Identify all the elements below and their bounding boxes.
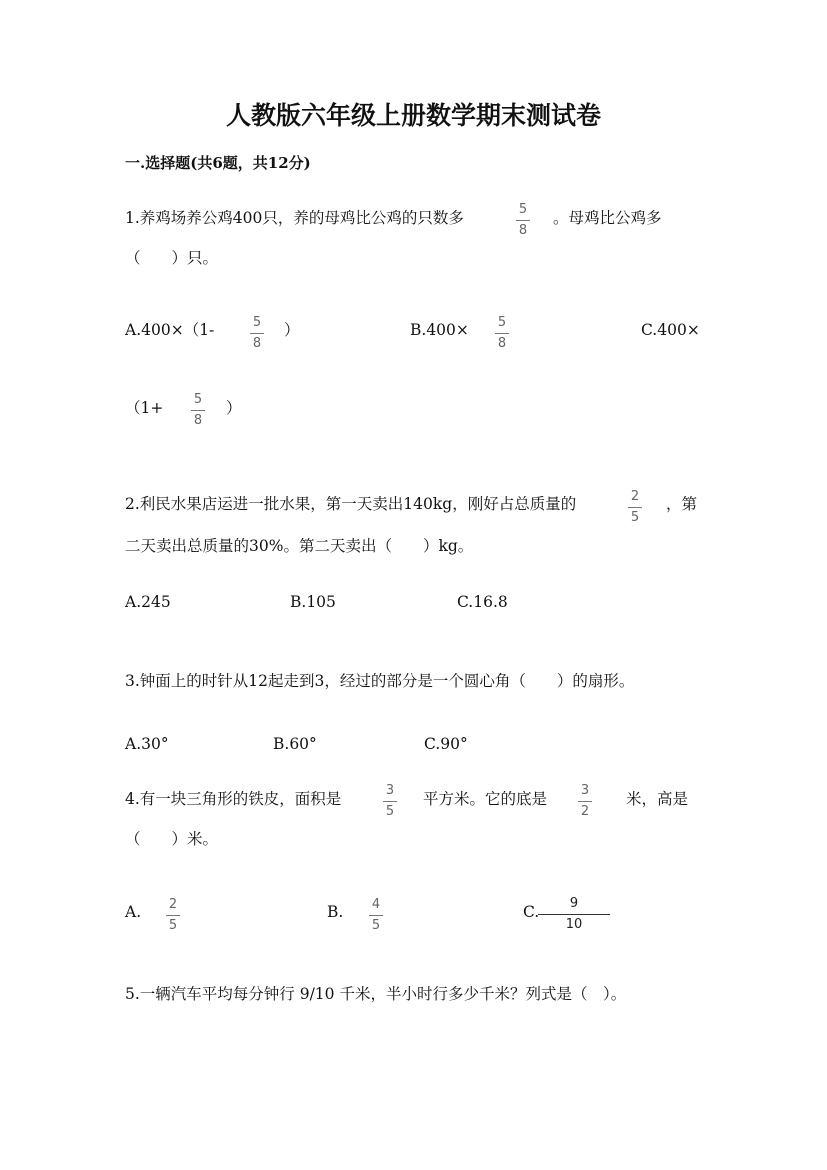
q2-fraction-numerator: 2: [630, 489, 640, 504]
q1-line1: 1.养鸡场养公鸡400只，养的母鸡比公鸡的只数多: [125, 209, 464, 227]
q4-area-fraction: [383, 783, 397, 820]
page-title: 人教版六年级上册数学期末测试卷: [225, 101, 601, 130]
q1-fraction: [516, 202, 530, 239]
q4-option-c-denominator: 10: [565, 917, 583, 932]
q1-option-c-line2-prefix: （1+: [125, 399, 164, 417]
q4-line1-part2: 平方米。它的底是: [423, 790, 548, 808]
section-heading: 一.选择题(共6题，共12分): [125, 154, 311, 172]
q4-option-b-numerator: 4: [371, 897, 381, 912]
q1-fraction-numerator: 5: [518, 202, 528, 217]
q1-option-b-denominator: 8: [497, 336, 507, 351]
q5-line1: 5.一辆汽车平均每分钟行 9/10 千米，半小时行多少千米？列式是（ ）。: [125, 985, 627, 1003]
q4-option-b-label: B.: [327, 903, 344, 921]
q1-line2: （ ）只。: [125, 249, 219, 267]
q1-fraction-denominator: 8: [518, 223, 528, 238]
q4-area-denominator: 5: [385, 804, 395, 819]
q4-option-a-numerator: 2: [168, 897, 178, 912]
q1-option-a-denominator: 8: [252, 336, 262, 351]
q2-option-a: A.245: [125, 593, 171, 611]
q1-option-c-numerator: 5: [193, 392, 203, 407]
q4-base-fraction: [578, 783, 592, 820]
q1-option-c-denominator: 8: [193, 413, 203, 428]
q2-line2: 二天卖出总质量的30%。第二天卖出（ ）kg。: [125, 537, 474, 555]
q4-option-b-fraction: [369, 897, 383, 934]
q2-option-c: C.16.8: [457, 593, 508, 611]
q4-option-c-numerator: 9: [569, 896, 579, 911]
q4-option-a-label: A.: [125, 903, 142, 921]
q4-base-denominator: 2: [580, 804, 590, 819]
q4-line2: （ ）米。: [125, 830, 219, 848]
q2-line1: 2.利民水果店运进一批水果，第一天卖出140kg，刚好占总质量的: [125, 495, 577, 513]
q1-option-c-suffix: ）: [226, 399, 242, 417]
q4-option-a-denominator: 5: [168, 918, 178, 933]
q2-line1-end: ，第: [666, 495, 698, 513]
q3-option-c: C.90°: [424, 735, 468, 753]
q4-option-b-denominator: 5: [371, 918, 381, 933]
q4-base-numerator: 3: [580, 783, 590, 798]
q1-option-a-suffix: ）: [284, 321, 300, 339]
q3-line1: 3.钟面上的时针从12起走到3，经过的部分是一个圆心角（ ）的扇形。: [125, 672, 635, 690]
q4-option-c-label: C.: [523, 903, 540, 921]
q4-option-a-fraction: [166, 897, 180, 934]
q4-line1-part1: 4.有一块三角形的铁皮，面积是: [125, 790, 342, 808]
q1-option-a-numerator: 5: [252, 315, 262, 330]
q1-option-c-fraction: [191, 392, 205, 429]
q3-option-a: A.30°: [125, 735, 169, 753]
q1-option-a-fraction: [250, 315, 264, 352]
q1-option-b-numerator: 5: [497, 315, 507, 330]
q1-line1-end: 。母鸡比公鸡多: [553, 209, 662, 227]
q1-option-c-prefix: C.400×: [641, 321, 700, 339]
q4-option-c-fraction: [538, 896, 610, 933]
q2-fraction: [628, 489, 642, 526]
q1-option-b-fraction: [495, 315, 509, 352]
q4-area-numerator: 3: [385, 783, 395, 798]
q1-option-a-prefix: A.400×（1-: [125, 321, 215, 339]
q2-fraction-denominator: 5: [630, 510, 640, 525]
q3-option-b: B.60°: [273, 735, 317, 753]
q1-option-b-prefix: B.400×: [410, 321, 469, 339]
q2-option-b: B.105: [290, 593, 336, 611]
q4-line1-part3: 米，高是: [626, 790, 689, 808]
